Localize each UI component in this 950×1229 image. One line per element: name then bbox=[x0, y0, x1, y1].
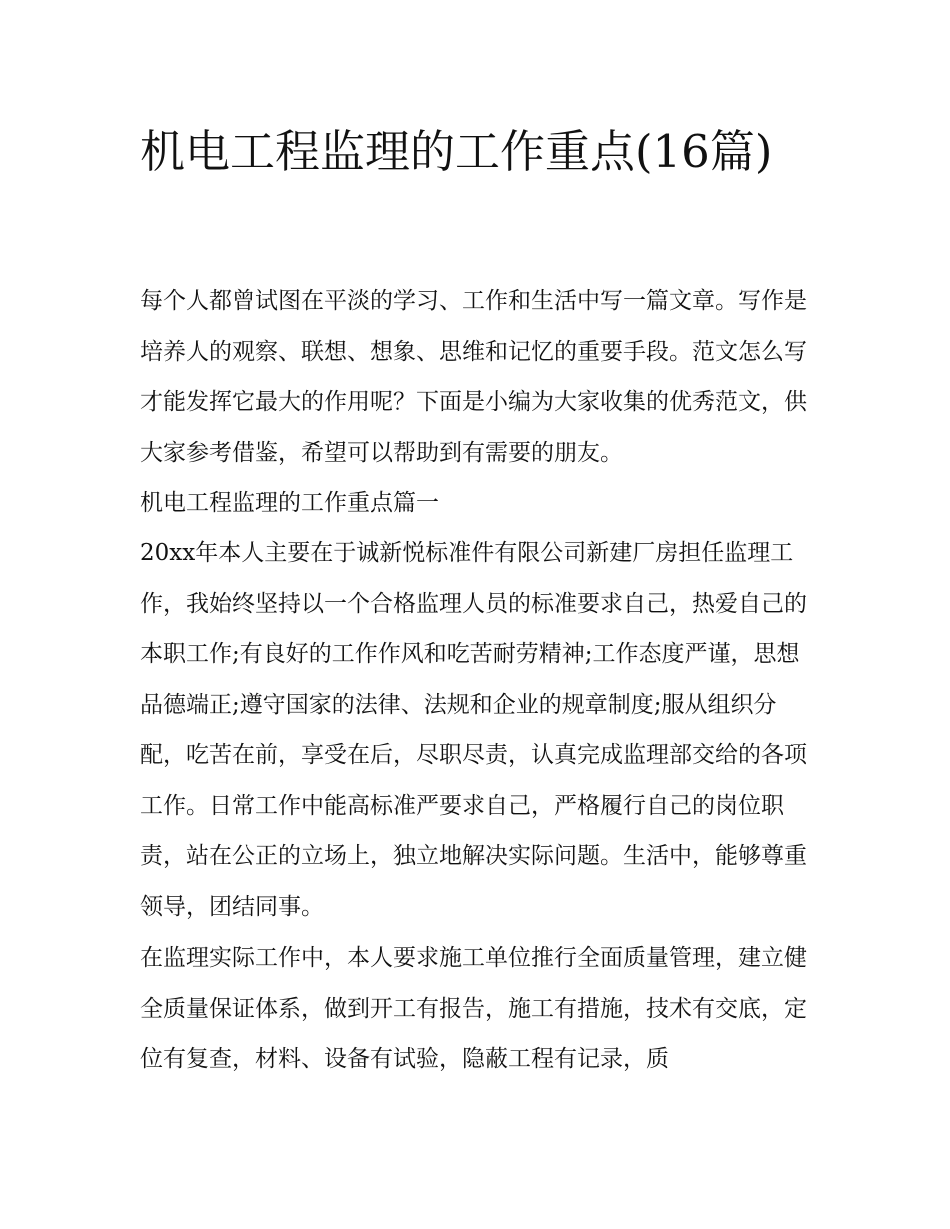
document-title: 机电工程监理的工作重点(16篇) bbox=[140, 125, 773, 178]
section-heading: 机电工程监理的工作重点篇一 bbox=[140, 490, 439, 516]
body-paragraph-2: 在监理实际工作中，本人要求施工单位推行全面质量管理，建立健全质量保证体系，做到开工有报告，施工有措施，技术有交底，定位有复查，材料、设备有试验，隐蔽工程有记录，质 bbox=[140, 945, 807, 1072]
intro-paragraph: 每个人都曾试图在平淡的学习、工作和生活中写一篇文章。写作是培养人的观察、联想、想象、思维和记忆的重要手段。范文怎么写才能发挥它最大的作用呢？下面是小编为大家收集的优秀范文，供大家参考借鉴，希望可以帮助到有需要的朋友。 bbox=[140, 288, 807, 466]
body-paragraph-1: 20xx年本人主要在于诚新悦标准件有限公司新建厂房担任监理工作，我始终坚持以一个合格监理人员的标准要求自己，热爱自己的本职工作;有良好的工作作风和吃苦耐劳精神;工作态度严谨，思想品德端正;遵守国家的法律、法规和企业的规章制度;服从组织分配，吃苦在前，享受在后，尽职尽责，认真完成监理部交给的各项工作。日常工作中能高标准严要求自己，严格履行自己的岗位职责，站在公正的立场上，独立地解决实际问题。生活中，能够尊重领导，团结同事。 bbox=[140, 540, 807, 920]
